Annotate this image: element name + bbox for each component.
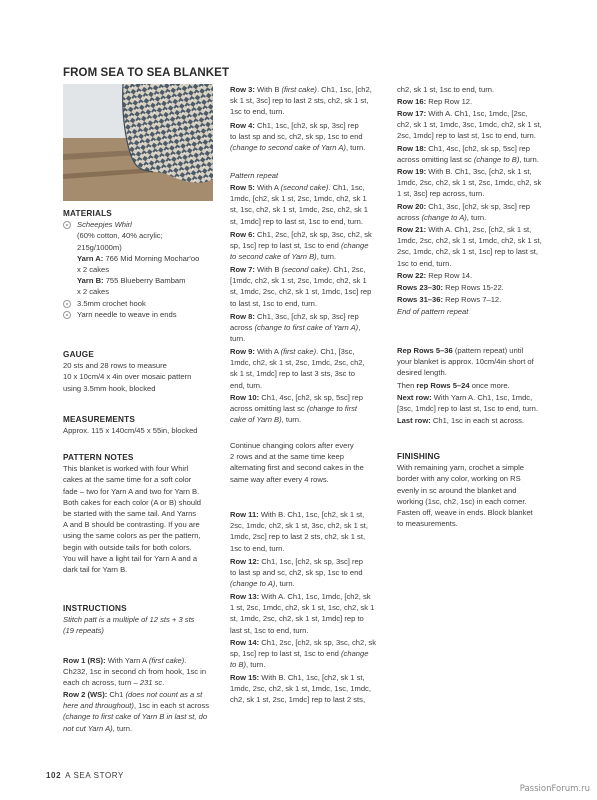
list-item: 3.5mm crochet hook	[63, 298, 215, 309]
finishing-section: FINISHING With remaining yarn, crochet a simple border with any color, working on RS evenly in sc around the blanket and working (1sc, ch2, 1sc) in each corner. Fasten off, weave in ends. Block blanket to measurements.	[397, 451, 552, 529]
page-number: 102	[46, 771, 62, 780]
materials-section	[63, 208, 215, 320]
watermark: PassionForum.ru	[519, 784, 590, 794]
row-3: Row 3: With B (first cake). Ch1, 1sc, [ch2, sk 1 st, 3sc] rep to last 2 sts, ch2, sk 1 st, 1sc to end, turn.	[230, 85, 372, 117]
page-title: FROM SEA TO SEA BLANKET	[63, 67, 230, 79]
then-repeat: Then rep Rows 5–24 once more.	[397, 381, 510, 390]
row-1: Row 1 (RS): With Yarn A (first cake). Ch232, 1sc in second ch from hook, 1sc in each ch across, turn – 231 sc.	[63, 656, 207, 688]
repeat-instructions: Rep Rows 5–36 (pattern repeat) until your blanket is approx. 10cm/4in short of desired length.	[397, 346, 534, 378]
bullet-icon	[63, 311, 71, 319]
row-18: Row 18: Ch1, 4sc, [ch2, sk sp, 5sc] rep across omitting last sc (change to B), turn.	[397, 144, 539, 165]
measurements-heading: MEASUREMENTS	[63, 415, 135, 424]
row-8: Row 8: Ch1, 3sc, [ch2, sk sp, 3sc] rep across (change to first cake of Yarn A), turn.	[230, 312, 361, 344]
pattern-notes-section: PATTERN NOTES This blanket is worked with four Whirl cakes at the same time for a soft color fade – two for Yarn A and two for Yarn B. Both cakes for each color (A or B) should be started with the same tail. And Yarns A and B should be contrasting. If you are using the same colors as per the pattern, begin with outside tails for both colors. You will have a light tail for Yarn A and a dark tail for Yarn B.	[63, 452, 215, 575]
row-11: Row 11: With B. Ch1, 1sc, [ch2, sk 1 st, 2sc, 1mdc, ch2, sk 1 st, 3sc, ch2, sk 1 st, 1mdc, 2sc] rep to last 2 sts, ch2, sk 1 st, 1sc to end, turn.	[230, 510, 369, 553]
next-row: Next row: With Yarn A. Ch1, 1sc, 1mdc, [3sc, 1mdc] rep to last st, 1sc to end, turn.	[397, 393, 538, 414]
row-14: Row 14: Ch1, 2sc, [ch2, sk sp, 3sc, ch2, sk sp, 1sc] rep to last st, 1sc to end (change to B), turn.	[230, 638, 377, 670]
row-4: Row 4: Ch1, 1sc, [ch2, sk sp, 3sc] rep to last sp and sc, ch2, sk sp, 1sc to end (change to second cake of Yarn A), turn.	[230, 121, 366, 153]
row-12: Row 12: Ch1, 1sc, [ch2, sk sp, 3sc] rep to last sp and sc, ch2, sk sp, 1sc to end (change to A), turn.	[230, 557, 363, 589]
row-5: Row 5: With A (second cake). Ch1, 1sc, 1mdc, [ch2, sk 1 st, 2sc, 1mdc, ch2, sk 1 st, 1sc, ch2, sk 1 st, 1mdc, 2sc, ch2, sk 1 st, 1mdc] rep to last st, 1sc to end, turn.	[230, 183, 369, 226]
continue-note: Continue changing colors after every 2 rows and at the same time keep alternating first and second cakes in the same way after every 4 rows.	[230, 441, 364, 484]
finishing-heading: FINISHING	[397, 452, 441, 461]
materials-list	[63, 219, 215, 320]
row-22: Row 22: Rep Row 14.	[397, 271, 473, 280]
row-15-continued: ch2, sk 1 st, 1sc to end, turn.	[397, 85, 495, 94]
rows-23-30: Rows 23–30: Rep Rows 15-22.	[397, 283, 504, 292]
list-item: Yarn B: 755 Blueberry Bambam x 2 cakes	[77, 276, 186, 297]
row-16: Row 16: Rep Row 12.	[397, 97, 473, 106]
row-21: Row 21: With A. Ch1, 2sc, [ch2, sk 1 st, 1mdc, 2sc, ch2, sk 1 st, 1mdc, ch2, sk 1 st, 2sc, 1mdc, ch2, sk 1 st, 1sc] rep to last st, 1sc to end, turn.	[397, 225, 542, 268]
measurements-section: MEASUREMENTS Approx. 115 x 140cm/45 x 55in, blocked	[63, 414, 215, 436]
rows-31-36: Rows 31–36: Rep Rows 7–12.	[397, 295, 502, 304]
row-7: Row 7: With B (second cake). Ch1, 2sc, [1mdc, ch2, sk 1 st, 2sc, 1mdc, ch2, sk 1 st, 1mdc, 2sc, ch2, sk 1 st, 1mdc, 1sc] rep to last st, 1sc to end, turn.	[230, 265, 372, 308]
materials-heading: MATERIALS	[63, 209, 112, 218]
end-of-pattern-repeat: End of pattern repeat	[397, 307, 469, 316]
bullet-icon	[63, 221, 71, 229]
row-2: Row 2 (WS): Ch1 (does not count as a st here and throughout), 1sc in each st across (change to first cake of Yarn B in last st, do not cut Yarn A), turn.	[63, 690, 210, 733]
instructions-heading: INSTRUCTIONS	[63, 604, 127, 613]
gauge-section: GAUGE 20 sts and 28 rows to measure 10 x 10cm/4 x 4in over mosaic pattern using 3.5mm hook, blocked	[63, 349, 215, 394]
pattern-repeat-label: Pattern repeat	[230, 171, 279, 180]
pattern-notes-heading: PATTERN NOTES	[63, 453, 134, 462]
list-item: Yarn needle to weave in ends	[63, 309, 215, 320]
blanket-illustration	[63, 84, 213, 201]
gauge-heading: GAUGE	[63, 350, 95, 359]
page-footer	[46, 771, 124, 780]
row-9: Row 9: With A (first cake). Ch1, [3sc, 1mdc, ch2, sk 1 st, 2sc, 1mdc, 2sc, ch2, sk 1 st, 1mdc] rep to last 3 sts, 3sc to end, turn.	[230, 347, 365, 390]
row-15: Row 15: With B. Ch1, 1sc, [ch2, sk 1 st, 1mdc, 2sc, ch2, sk 1 st, 1mdc, 1sc, 1mdc, ch2, sk 1 st, 2sc, 1mdc] rep to last 2 sts,	[230, 673, 371, 705]
instructions-section: INSTRUCTIONS Stitch patt is a multiple of 12 sts + 3 sts (19 repeats)	[63, 603, 215, 637]
row-20: Row 20: Ch1, 3sc, [ch2, sk sp, 3sc] rep across (change to A), turn.	[397, 202, 530, 223]
row-13: Row 13: With A. Ch1, 1sc, 1mdc, [ch2, sk 1 st, 2sc, 1mdc, ch2, sk 1 st, 1sc, ch2, sk 1 st, 1mdc, 2sc, ch2, sk 1 st, 1mdc] rep to last st, 1sc to end, turn.	[230, 592, 375, 635]
list-item: Yarn A: 766 Mid Morning Mochar'oo x 2 cakes	[77, 253, 200, 275]
bullet-icon	[63, 300, 71, 308]
row-17: Row 17: With A. Ch1, 1sc, 1mdc, [2sc, ch2, sk 1 st, 1mdc, 3sc, 1mdc, ch2, sk 1 st, 2sc, 1mdc] rep to last st, 1sc to end, turn.	[397, 109, 542, 141]
last-row: Last row: Ch1, 1sc in each st across.	[397, 416, 525, 425]
row-6: Row 6: Ch1, 2sc, [ch2, sk sp, 3sc, ch2, sk sp, 1sc] rep to last st, 1sc to end (change to second cake of Yarn B), turn.	[230, 230, 372, 262]
section-name: A SEA STORY	[65, 771, 124, 780]
row-10: Row 10: Ch1, 4sc, [ch2, sk sp, 5sc] rep across omitting last sc (change to first cake of Yarn B), turn.	[230, 393, 363, 425]
blanket-photo	[63, 84, 213, 201]
row-19: Row 19: With B. Ch1, 3sc, [ch2, sk 1 st, 1mdc, 2sc, ch2, sk 1 st, 2sc, 1mdc, ch2, sk 1 st, 3sc] rep across, turn.	[397, 167, 542, 199]
list-item: Scheepjes Whirl (60% cotton, 40% acrylic; 215g/1000m)	[63, 219, 215, 253]
